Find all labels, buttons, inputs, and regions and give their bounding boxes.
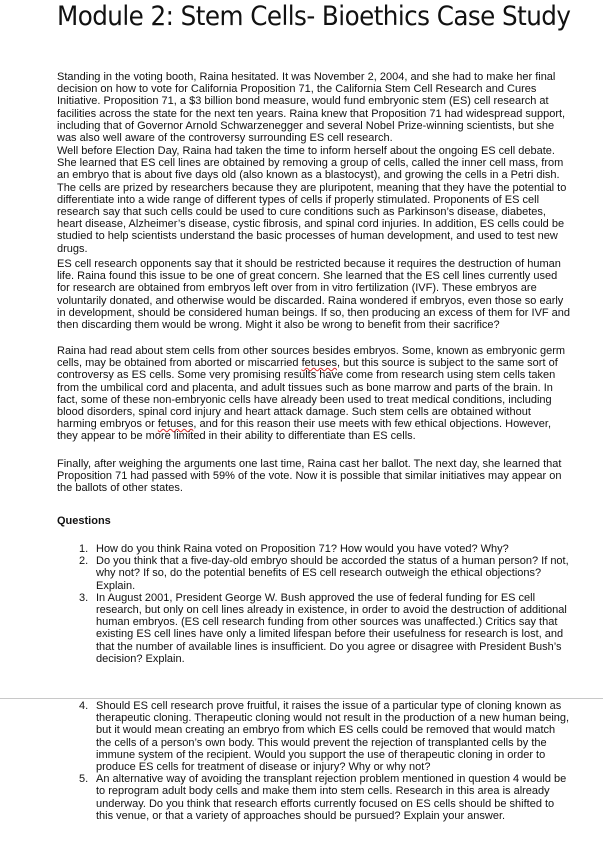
question-text bbox=[96, 543, 559, 555]
text-line: underway. Do you think that research efforts currently focused on ES cells should be shifted to bbox=[96, 797, 555, 810]
question-item bbox=[79, 773, 567, 822]
text-line: the cells of a person’s own body. This would prevent the rejection of transplanted cells by the bbox=[96, 736, 547, 749]
text-line: research say that such cells could be used to cure conditions such as Parkinson’s disease, diabetes, bbox=[57, 206, 546, 219]
paragraph-3 bbox=[57, 258, 571, 332]
text-line: Do you think that a five-day-old embryo should be accorded the status of a human person? If not, bbox=[96, 555, 569, 568]
question-text bbox=[96, 555, 569, 592]
text-line: existing ES cell lines have only a limited lifespan before their usefulness for research is lost, and bbox=[96, 628, 564, 641]
page-break bbox=[0, 698, 603, 699]
text-line: why not? If so, do the potential benefits of ES cell research outweigh the ethical objections? bbox=[96, 567, 542, 580]
question-text bbox=[96, 592, 567, 665]
question-item bbox=[79, 591, 567, 665]
text-line: She learned that ES cell lines are obtained by removing a group of cells, called the inner cell mass, from bbox=[57, 157, 564, 170]
text-line: harming embryos or fetuses, and for this reason their use meets with few ethical objections. However, bbox=[57, 418, 552, 431]
text-line: therapeutic cloning. Therapeutic cloning would not result in the production of a new human being, bbox=[96, 712, 570, 725]
text-line: in development, should be considered human beings. If so, then producing an excess of them for IVF and bbox=[57, 306, 571, 319]
question-number: 1. bbox=[79, 543, 89, 555]
question-number: 4. bbox=[79, 700, 89, 712]
text-line: an embryo that is about five days old (also known as a blastocyst), and growing the cells in a Petri dish. bbox=[57, 169, 560, 182]
spellcheck-flagged-word[interactable]: fetuses bbox=[157, 418, 194, 431]
question-item bbox=[79, 700, 570, 774]
paragraph-1 bbox=[57, 71, 566, 145]
text-line: then discarding them would be wrong. Might it also be wrong to benefit from their sacrifice? bbox=[57, 319, 500, 332]
text-line: decision on how to vote for California Proposition 71, the California Stem Cell Research and Cures bbox=[57, 83, 537, 96]
text-line: Well before Election Day, Raina had taken the time to inform herself about the ongoing ES cell debate. bbox=[57, 145, 555, 157]
text-line: fact, some of these non-embryonic cells have already been used to treat medical conditions, including bbox=[57, 393, 552, 406]
text-line: studied to help scientists understand the basic processes of human development, and used to test new bbox=[57, 230, 558, 243]
text-line: this venue, or that a variety of approaches should be pursued? Explain your answer. bbox=[96, 809, 506, 822]
text-line: facilities across the state for the next ten years. Raina knew that Proposition 71 had widespread support, bbox=[57, 107, 566, 120]
text-line: decision? Explain. bbox=[96, 652, 185, 665]
text-line: Proposition 71 had passed with 59% of the vote. Now it is possible that similar initiatives may appear on bbox=[57, 470, 562, 483]
text-line: voluntarily donated, and otherwise would be discarded. Raina wondered if embryos, even those so early bbox=[57, 294, 564, 307]
text-line: In August 2001, President George W. Bush approved the use of federal funding for ES cell bbox=[96, 591, 536, 604]
text-line: differentiate into a wide range of different types of cells if properly stimulated. Proponents of ES cell bbox=[57, 193, 540, 206]
paragraph-2 bbox=[57, 145, 567, 255]
text-line: human embryos. (ES cell research funding from other sources was unaffected.) Critics say that bbox=[96, 616, 558, 629]
text-line: How do you think Raina voted on Proposition 71? How would you have voted? Why? bbox=[96, 543, 509, 555]
question-text bbox=[96, 700, 569, 773]
text-line: for research are obtained from embryos left over from in vitro fertilization (IVF). These embryos are bbox=[57, 282, 537, 295]
text-line: drugs. bbox=[57, 242, 88, 255]
text-line: Should ES cell research prove fruitful, it raises the issue of a particular type of cloning known as bbox=[96, 700, 562, 712]
text-line: Raina had read about stem cells from other sources besides embryos. Some, known as embryonic germ bbox=[57, 345, 566, 357]
text-line: An alternative way of avoiding the transplant rejection problem mentioned in question 4 would be bbox=[96, 773, 567, 786]
paragraph-4 bbox=[57, 345, 566, 443]
question-number: 2. bbox=[79, 555, 89, 568]
text-line: life. Raina found this issue to be one of great concern. She learned that the ES cell lines currently used bbox=[57, 270, 558, 283]
text-line: that the number of available lines is insufficient. Do you agree or disagree with President Bush’s bbox=[96, 640, 562, 653]
questions-list-page-2 bbox=[79, 700, 570, 822]
text-line: blood disorders, spinal cord injury and heart attack damage. Such stem cells are obtained without bbox=[57, 406, 531, 419]
questions-list-page-1 bbox=[79, 543, 569, 665]
text-line: controversy as ES cells. Some very promising results have come from research using stem cells taken bbox=[57, 369, 556, 382]
question-item bbox=[79, 555, 569, 592]
question-number: 3. bbox=[79, 591, 89, 604]
question-text bbox=[96, 773, 566, 822]
document-title: Module 2: Stem Cells- Bioethics Case Study bbox=[57, 1, 571, 32]
text-line: to reprogram adult body cells and make them into stem cells. Research in this area is already bbox=[96, 785, 550, 798]
text-line: ES cell research opponents say that it should be restricted because it requires the destruction of human bbox=[57, 258, 561, 270]
text-line: The cells are prized by researchers because they are pluripotent, meaning that they have the potential to bbox=[57, 181, 567, 194]
question-item bbox=[79, 543, 559, 555]
text-line: Initiative. Proposition 71, a $3 billion bond measure, would fund embryonic stem (ES) cell research at bbox=[57, 95, 549, 108]
text-line: research, but only on cell lines already in existence, in order to avoid the destruction of additional bbox=[96, 604, 567, 617]
text-line: cells, may be obtained from aborted or miscarried fetuses, but this source is subject to the same sort of bbox=[57, 357, 558, 370]
text-line: from the umbilical cord and placenta, and adult tissues such as bone marrow and parts of the brain. In bbox=[57, 381, 553, 394]
text-line: the ballots of other states. bbox=[57, 482, 183, 495]
questions-heading: Questions bbox=[57, 515, 111, 527]
text-line: including that of Governor Arnold Schwarzenegger and several Nobel Prize-winning scientists, but she bbox=[57, 119, 555, 132]
paragraph-5 bbox=[57, 458, 562, 495]
text-line: was also well aware of the controversy surrounding ES cell research. bbox=[57, 132, 393, 145]
text-line: Standing in the voting booth, Raina hesitated. It was November 2, 2004, and she had to make her final bbox=[57, 71, 556, 83]
text-line: heart disease, Alzheimer’s disease, cystic fibrosis, and spinal cord injuries. In addition, ES cells could be bbox=[57, 218, 565, 231]
text-line: produce ES cells for treatment of disease or injury? Why or why not? bbox=[96, 761, 431, 774]
text-line: they appear to be more limited in their ability to differentiate than ES cells. bbox=[57, 430, 416, 443]
spellcheck-flagged-word[interactable]: fetuses bbox=[301, 357, 338, 370]
text-line: but it would mean creating an embryo from which ES cells could be removed that would match bbox=[96, 724, 556, 737]
question-number: 5. bbox=[79, 773, 89, 786]
text-line: Finally, after weighing the arguments one last time, Raina cast her ballot. The next day, she learned that bbox=[57, 458, 562, 470]
text-line: immune system of the recipient. Would you support the use of therapeutic cloning in order to bbox=[96, 748, 546, 761]
text-line: Explain. bbox=[96, 579, 136, 592]
